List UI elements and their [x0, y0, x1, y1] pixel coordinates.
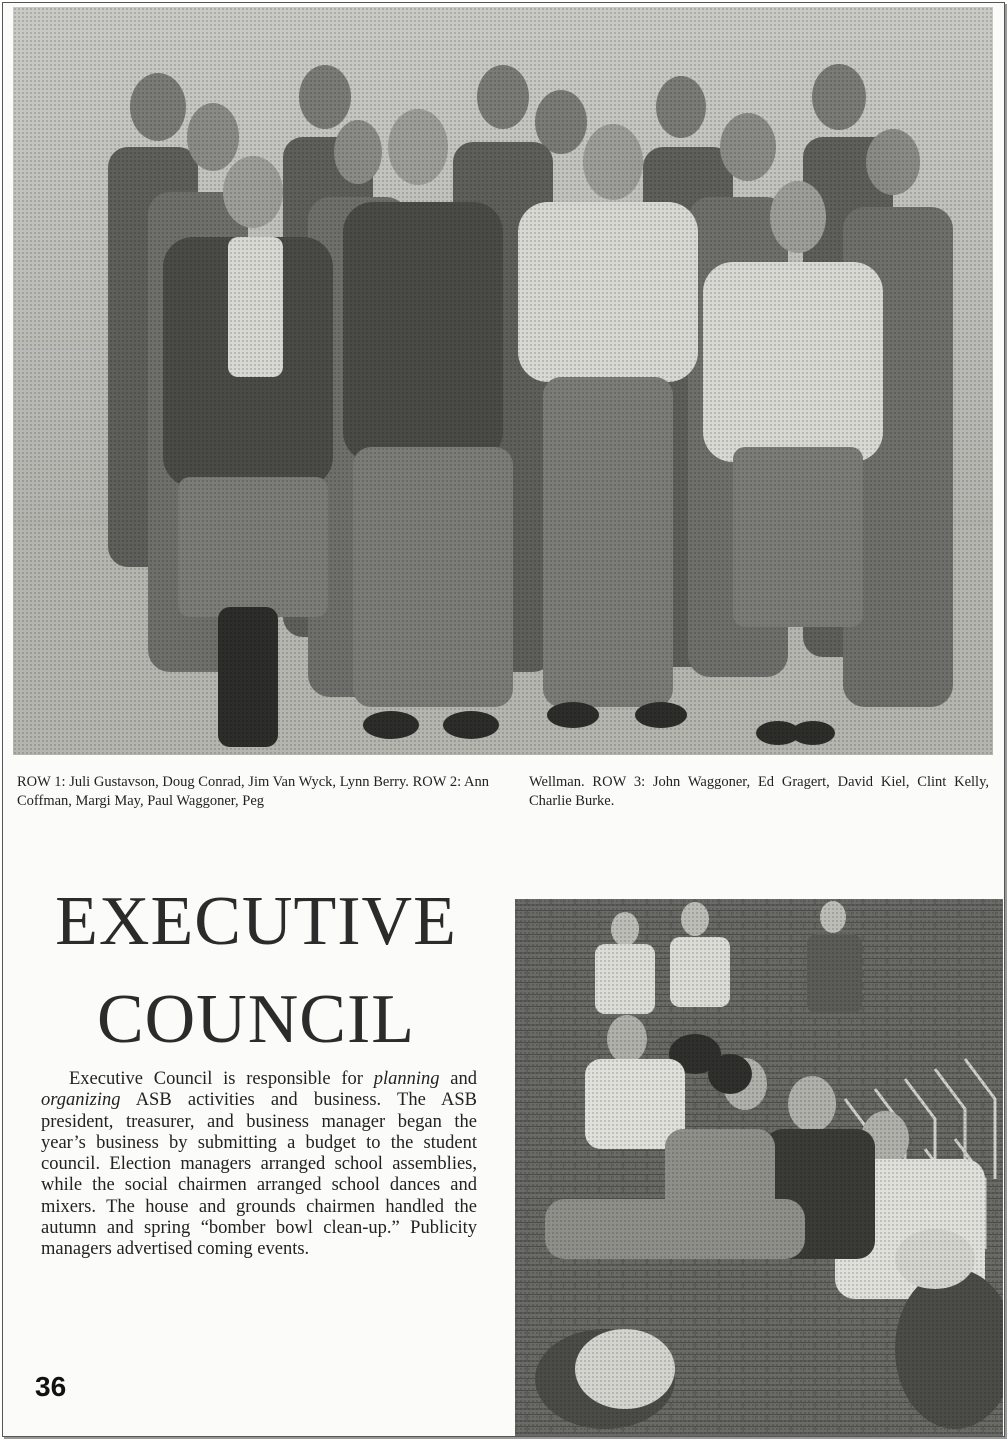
- page-number: 36: [35, 1371, 67, 1402]
- group-photo: [13, 7, 993, 755]
- body-emphasis-organizing: organizing: [41, 1090, 121, 1111]
- headline-council: COUNCIL: [96, 981, 416, 1058]
- headline-executive: EXECUTIVE: [55, 883, 457, 960]
- yearbook-page: [2, 2, 1005, 1437]
- body-text-part: ASB activities and business. The ASB president, treasurer, and business manager began the year’s business by submitting a budget to the student council. Election managers arranged school assemblies, while the social chairmen arranged school dances and mixers. The house and grounds chairmen handled the autumn and spring “bomber bowl clean-up.” Publicity managers advertised coming events.: [41, 1090, 477, 1260]
- photo-caption-right: Wellman. ROW 3: John Waggoner, Ed Gragert, David Kiel, Clint Kelly, Charlie Burke.: [529, 774, 989, 809]
- group-photo-image: [13, 7, 993, 755]
- body-text-part: Executive Council is responsible for: [69, 1069, 374, 1089]
- article-body: [41, 1069, 477, 1261]
- photo-caption-left: ROW 1: Juli Gustavson, Doug Conrad, Jim Van Wyck, Lynn Berry. ROW 2: Ann Coffman, Margi May, Paul Waggoner, Peg: [17, 774, 489, 809]
- meeting-photo: [515, 899, 1003, 1436]
- body-emphasis-planning: planning: [373, 1069, 440, 1089]
- meeting-photo-image: [515, 899, 1003, 1436]
- body-text-part: and: [439, 1069, 477, 1089]
